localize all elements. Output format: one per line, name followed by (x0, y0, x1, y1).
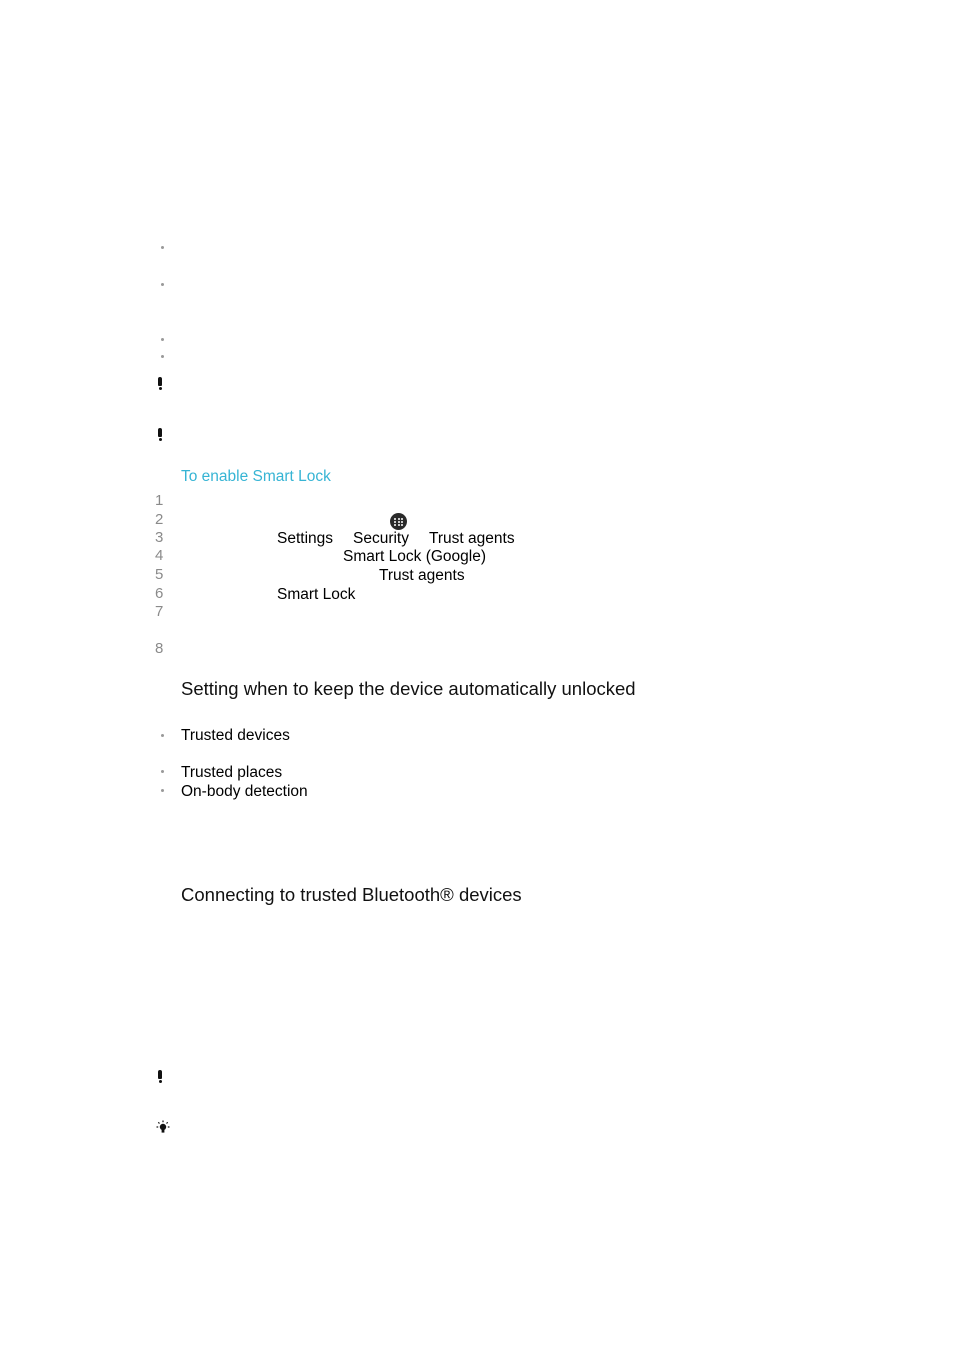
bullet-dot (161, 246, 164, 249)
step-number: 4 (155, 547, 164, 564)
warning-exclamation-icon (156, 428, 164, 442)
menu-term-trust-agents-2: Trust agents (379, 567, 465, 584)
step-number: 1 (155, 492, 164, 509)
bullet-dot (161, 338, 164, 341)
step-number: 2 (155, 511, 164, 528)
menu-term-smart-lock-google: Smart Lock (Google) (343, 548, 486, 565)
menu-term-trust-agents: Trust agents (429, 530, 515, 547)
bullet-dot (161, 770, 164, 773)
section-heading-bluetooth: Connecting to trusted Bluetooth® devices (181, 884, 522, 905)
step-number: 6 (155, 585, 164, 602)
section-heading-unlock: Setting when to keep the device automatically unlocked (181, 678, 636, 699)
list-item-trusted-devices: Trusted devices (181, 727, 290, 744)
list-item-on-body-detection: On-body detection (181, 783, 308, 800)
menu-term-security: Security (353, 530, 409, 547)
bullet-dot (161, 734, 164, 737)
menu-term-smart-lock: Smart Lock (277, 586, 356, 603)
bullet-dot (161, 355, 164, 358)
step-number: 5 (155, 566, 164, 583)
warning-exclamation-icon (156, 377, 164, 391)
list-item-trusted-places: Trusted places (181, 764, 283, 781)
apps-icon (390, 513, 407, 530)
tip-lightbulb-icon (154, 1119, 172, 1137)
step-number: 3 (155, 529, 164, 546)
menu-term-settings: Settings (277, 530, 334, 547)
instruction-title: To enable Smart Lock (181, 468, 331, 485)
bullet-dot (161, 283, 164, 286)
warning-exclamation-icon (156, 1070, 164, 1084)
step-number: 8 (155, 640, 164, 657)
step-number: 7 (155, 603, 164, 620)
bullet-dot (161, 789, 164, 792)
